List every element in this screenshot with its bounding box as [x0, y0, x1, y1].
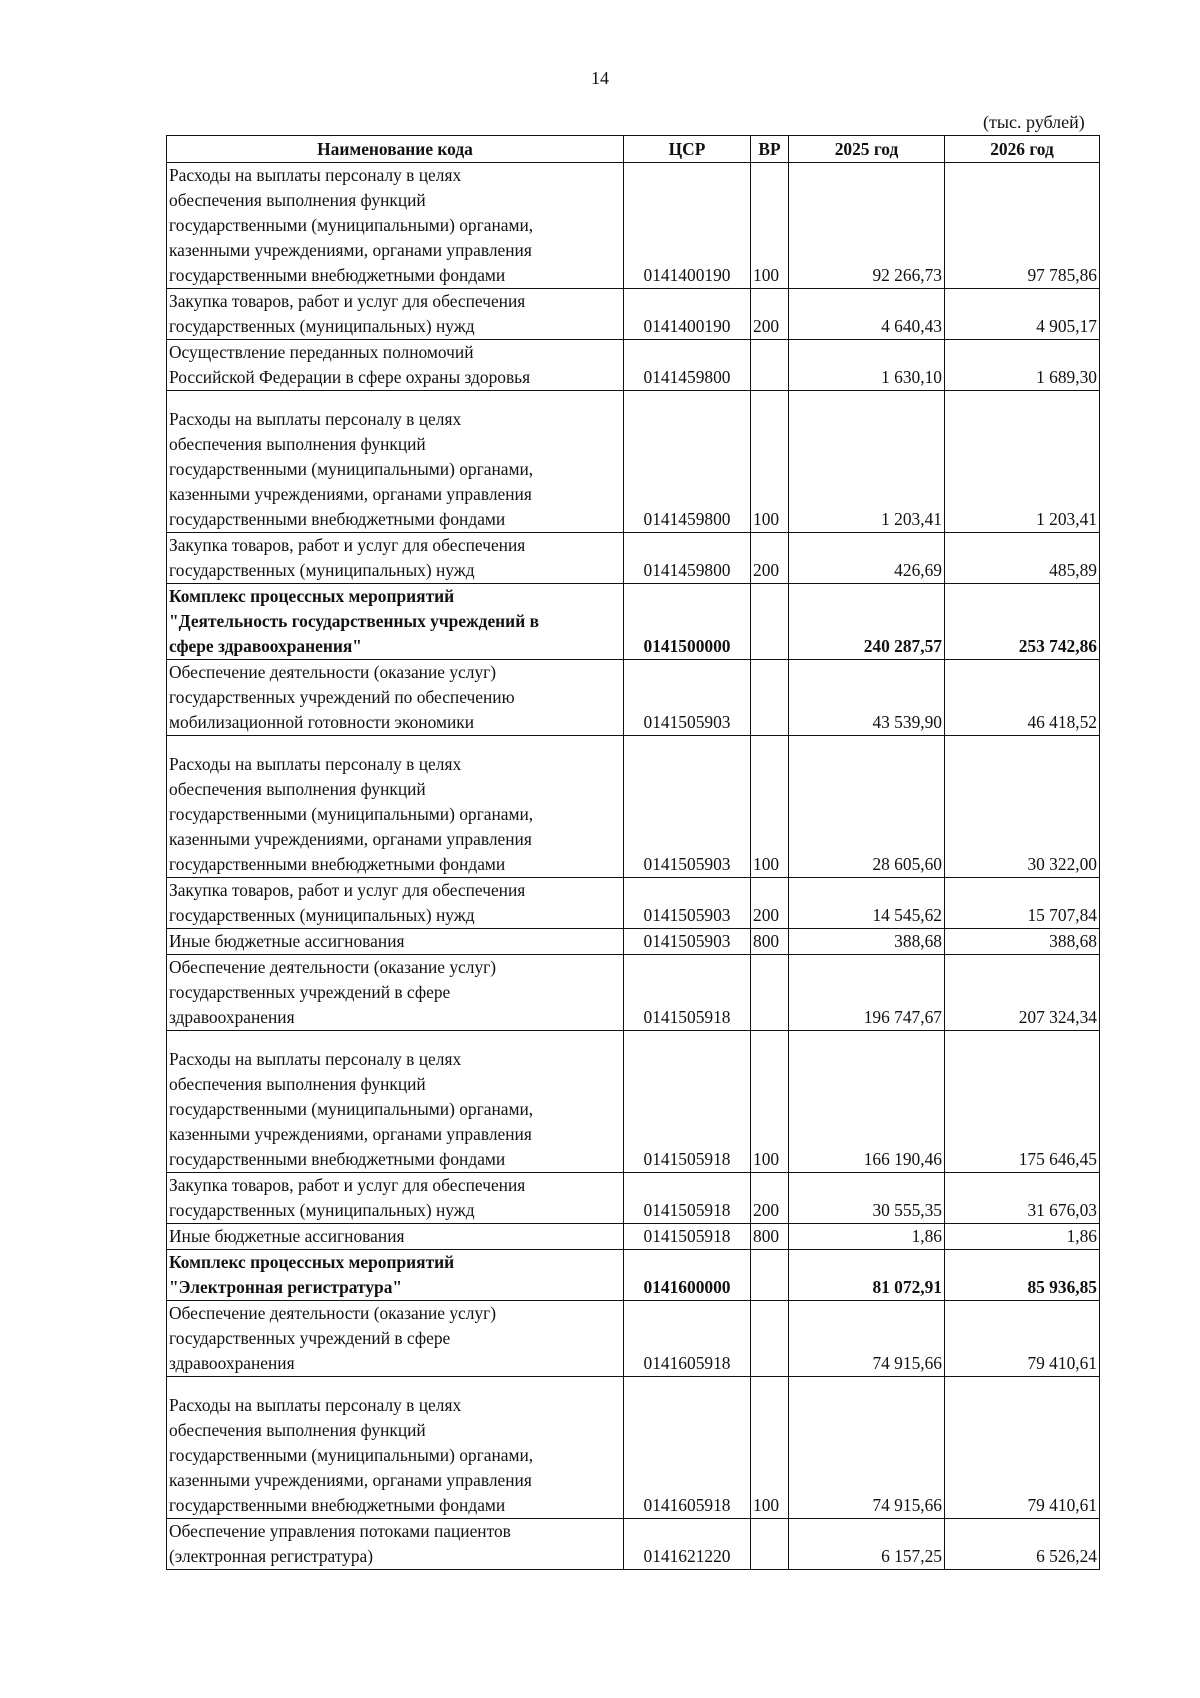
table-row [167, 1301, 1100, 1377]
row-name-cell [167, 340, 624, 391]
row-name-text: Иные бюджетные ассигнования [169, 1226, 405, 1246]
row-csr-cell: 0141600000 [624, 1250, 751, 1301]
row-vr-cell: 100 [751, 391, 789, 533]
row-2025-cell: 240 287,57 [789, 584, 945, 660]
row-name-text: Осуществление переданных полномочий Российской Федерации в сфере охраны здоровья [169, 342, 531, 387]
row-csr-cell: 0141400190 [624, 289, 751, 340]
row-csr-cell: 0141505918 [624, 1031, 751, 1173]
table-row [167, 660, 1100, 736]
page-number: 14 [591, 68, 609, 88]
row-2025-cell: 92 266,73 [789, 163, 945, 289]
row-name-text: Расходы на выплаты персоналу в целях обеспечения выполнения функций государственными (муниципальными) органами, казенными учреждениями, органами управления государственными внебюджетными фондами [169, 1049, 534, 1169]
row-vr-cell: 100 [751, 163, 789, 289]
row-vr-cell: 200 [751, 1173, 789, 1224]
row-2025-cell: 4 640,43 [789, 289, 945, 340]
row-name-cell [167, 878, 624, 929]
table-row [167, 955, 1100, 1031]
row-csr-cell: 0141505903 [624, 878, 751, 929]
table-row [167, 1519, 1100, 1570]
row-2025-cell: 166 190,46 [789, 1031, 945, 1173]
row-name-cell [167, 1173, 624, 1224]
row-name-cell [167, 163, 624, 289]
row-name-cell [167, 1224, 624, 1250]
table-body [167, 163, 1100, 1570]
row-vr-cell [751, 340, 789, 391]
row-csr-cell: 0141459800 [624, 533, 751, 584]
row-csr-cell: 0141505903 [624, 660, 751, 736]
row-csr-cell: 0141505918 [624, 1224, 751, 1250]
row-2025-cell: 30 555,35 [789, 1173, 945, 1224]
table-header-row [167, 136, 1100, 163]
row-csr-cell: 0141605918 [624, 1377, 751, 1519]
row-vr-cell [751, 955, 789, 1031]
row-2025-cell: 1 203,41 [789, 391, 945, 533]
row-name-text: Комплекс процессных мероприятий "Электронная регистратура" [169, 1252, 455, 1297]
row-2026-cell: 175 646,45 [945, 1031, 1100, 1173]
table-row [167, 340, 1100, 391]
row-csr-cell: 0141505903 [624, 736, 751, 878]
row-name-text: Закупка товаров, работ и услуг для обеспечения государственных (муниципальных) нужд [169, 1175, 526, 1220]
row-vr-cell: 100 [751, 1377, 789, 1519]
row-2026-cell: 97 785,86 [945, 163, 1100, 289]
row-2026-cell: 15 707,84 [945, 878, 1100, 929]
row-csr-cell: 0141505918 [624, 1173, 751, 1224]
row-vr-cell: 200 [751, 878, 789, 929]
row-2025-cell: 196 747,67 [789, 955, 945, 1031]
row-2025-cell: 74 915,66 [789, 1301, 945, 1377]
row-vr-cell [751, 1519, 789, 1570]
table-row [167, 289, 1100, 340]
row-name-cell [167, 929, 624, 955]
row-name-text: Расходы на выплаты персоналу в целях обеспечения выполнения функций государственными (муниципальными) органами, казенными учреждениями, органами управления государственными внебюджетными фондами [169, 754, 534, 874]
row-name-text: Закупка товаров, работ и услуг для обеспечения государственных (муниципальных) нужд [169, 291, 526, 336]
row-2026-cell: 1 689,30 [945, 340, 1100, 391]
row-name-text: Обеспечение деятельности (оказание услуг) государственных учреждений по обеспечению мобилизационной готовности экономики [169, 662, 515, 732]
row-name-cell [167, 289, 624, 340]
header-vr: ВР [751, 136, 789, 163]
row-2025-cell: 14 545,62 [789, 878, 945, 929]
row-name-text: Иные бюджетные ассигнования [169, 931, 405, 951]
table-row [167, 736, 1100, 878]
row-name-cell [167, 660, 624, 736]
row-2026-cell: 4 905,17 [945, 289, 1100, 340]
row-name-cell [167, 391, 624, 533]
budget-table [166, 135, 1100, 1570]
row-vr-cell: 100 [751, 1031, 789, 1173]
units-label: (тыс. рублей) [983, 112, 1085, 132]
row-name-text: Расходы на выплаты персоналу в целях обеспечения выполнения функций государственными (муниципальными) органами, казенными учреждениями, органами управления государственными внебюджетными фондами [169, 1395, 534, 1515]
row-csr-cell: 0141621220 [624, 1519, 751, 1570]
row-2026-cell: 207 324,34 [945, 955, 1100, 1031]
row-name-text: Обеспечение деятельности (оказание услуг) государственных учреждений в сфере здравоохранения [169, 957, 497, 1027]
row-vr-cell: 800 [751, 929, 789, 955]
row-2026-cell: 79 410,61 [945, 1377, 1100, 1519]
row-vr-cell: 200 [751, 533, 789, 584]
row-csr-cell: 0141400190 [624, 163, 751, 289]
row-2026-cell: 1,86 [945, 1224, 1100, 1250]
row-csr-cell: 0141459800 [624, 340, 751, 391]
row-vr-cell: 800 [751, 1224, 789, 1250]
row-name-text: Расходы на выплаты персоналу в целях обеспечения выполнения функций государственными (муниципальными) органами, казенными учреждениями, органами управления государственными внебюджетными фондами [169, 409, 534, 529]
row-name-cell [167, 1519, 624, 1570]
header-csr: ЦСР [624, 136, 751, 163]
row-name-cell [167, 584, 624, 660]
table-row [167, 1250, 1100, 1301]
row-name-text: Расходы на выплаты персоналу в целях обеспечения выполнения функций государственными (муниципальными) органами, казенными учреждениями, органами управления государственными внебюджетными фондами [169, 165, 534, 285]
row-name-cell [167, 955, 624, 1031]
row-2026-cell: 1 203,41 [945, 391, 1100, 533]
header-2025: 2025 год [789, 136, 945, 163]
row-2025-cell: 28 605,60 [789, 736, 945, 878]
row-2025-cell: 426,69 [789, 533, 945, 584]
row-name-cell [167, 1301, 624, 1377]
row-2025-cell: 1,86 [789, 1224, 945, 1250]
row-csr-cell: 0141500000 [624, 584, 751, 660]
row-csr-cell: 0141459800 [624, 391, 751, 533]
row-csr-cell: 0141505918 [624, 955, 751, 1031]
row-2025-cell: 6 157,25 [789, 1519, 945, 1570]
table-row [167, 1031, 1100, 1173]
row-2025-cell: 74 915,66 [789, 1377, 945, 1519]
table-row [167, 391, 1100, 533]
row-vr-cell [751, 1301, 789, 1377]
row-2025-cell: 81 072,91 [789, 1250, 945, 1301]
row-2025-cell: 1 630,10 [789, 340, 945, 391]
table-row [167, 584, 1100, 660]
table-row [167, 1173, 1100, 1224]
row-2026-cell: 31 676,03 [945, 1173, 1100, 1224]
row-2026-cell: 253 742,86 [945, 584, 1100, 660]
row-vr-cell: 200 [751, 289, 789, 340]
row-vr-cell [751, 1250, 789, 1301]
table-row [167, 1377, 1100, 1519]
row-name-cell [167, 736, 624, 878]
row-2025-cell: 43 539,90 [789, 660, 945, 736]
row-2026-cell: 46 418,52 [945, 660, 1100, 736]
row-2026-cell: 85 936,85 [945, 1250, 1100, 1301]
row-2025-cell: 388,68 [789, 929, 945, 955]
row-name-text: Обеспечение деятельности (оказание услуг) государственных учреждений в сфере здравоохранения [169, 1303, 497, 1373]
table-row [167, 533, 1100, 584]
row-name-text: Закупка товаров, работ и услуг для обеспечения государственных (муниципальных) нужд [169, 535, 526, 580]
row-name-cell [167, 1031, 624, 1173]
row-name-text: Обеспечение управления потоками пациентов (электронная регистратура) [169, 1521, 511, 1566]
table-row [167, 929, 1100, 955]
row-csr-cell: 0141505903 [624, 929, 751, 955]
table-row [167, 163, 1100, 289]
row-name-cell [167, 533, 624, 584]
row-name-text: Закупка товаров, работ и услуг для обеспечения государственных (муниципальных) нужд [169, 880, 526, 925]
row-2026-cell: 6 526,24 [945, 1519, 1100, 1570]
row-name-text: Комплекс процессных мероприятий "Деятельность государственных учреждений в сфере здравоохранения" [169, 586, 539, 656]
row-2026-cell: 30 322,00 [945, 736, 1100, 878]
row-vr-cell [751, 660, 789, 736]
table-row [167, 1224, 1100, 1250]
row-vr-cell: 100 [751, 736, 789, 878]
row-name-cell [167, 1250, 624, 1301]
row-name-cell [167, 1377, 624, 1519]
header-name: Наименование кода [167, 136, 624, 163]
header-2026: 2026 год [945, 136, 1100, 163]
table-row [167, 878, 1100, 929]
row-2026-cell: 485,89 [945, 533, 1100, 584]
row-csr-cell: 0141605918 [624, 1301, 751, 1377]
row-vr-cell [751, 584, 789, 660]
row-2026-cell: 388,68 [945, 929, 1100, 955]
row-2026-cell: 79 410,61 [945, 1301, 1100, 1377]
